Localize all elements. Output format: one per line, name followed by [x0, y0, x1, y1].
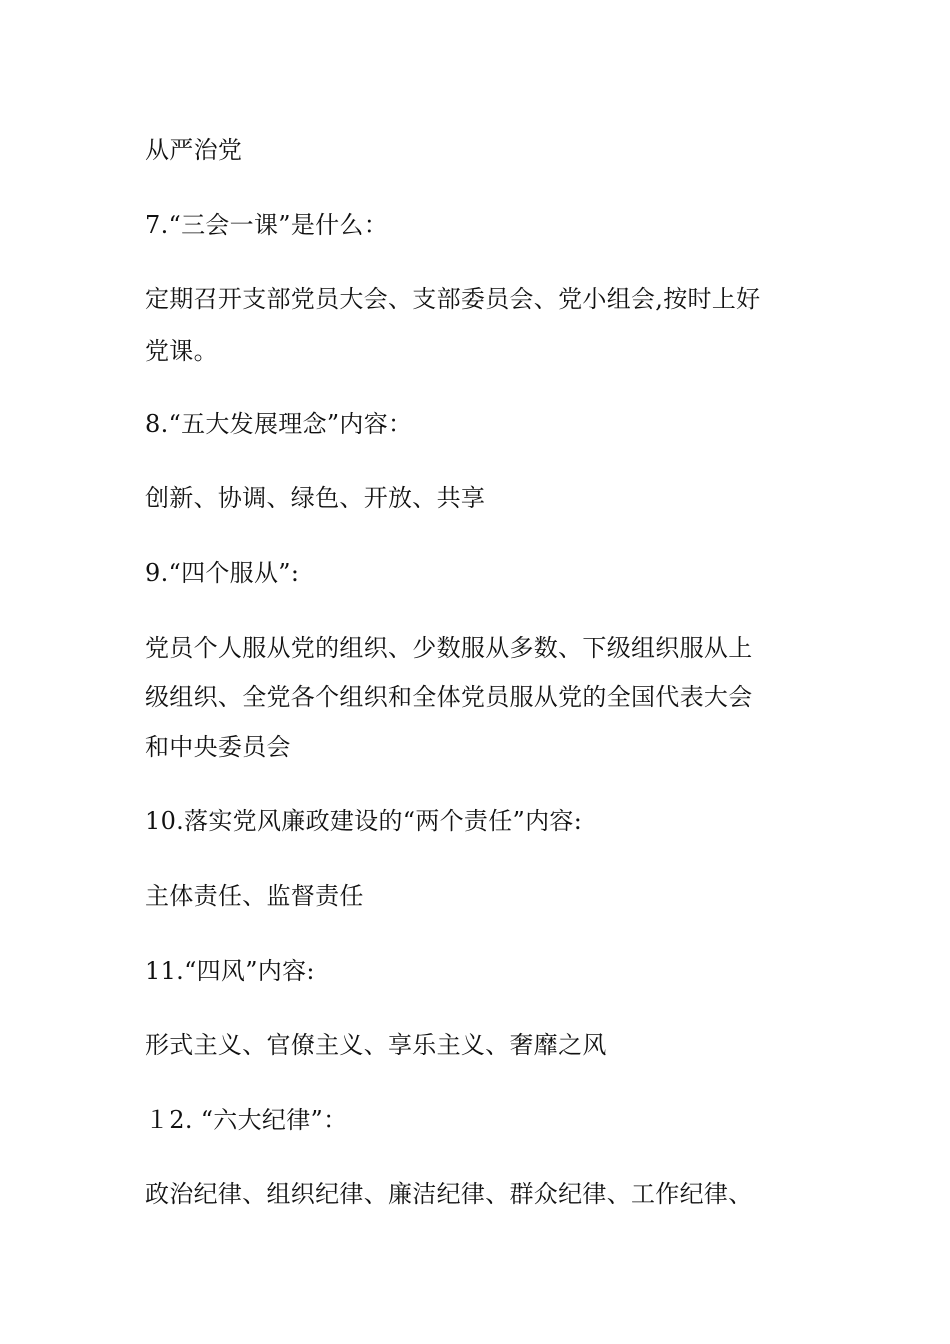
- text-line: 党员个人服从党的组织、少数服从多数、下级组织服从上: [145, 634, 753, 662]
- question-heading: １2. “六大纪律”：: [145, 1106, 348, 1134]
- text-line: 主体责任、监督责任: [145, 882, 364, 910]
- text-line: 党课。: [145, 337, 218, 365]
- question-heading: 8.“五大发展理念”内容：: [145, 410, 413, 438]
- text-line: 创新、协调、绿色、开放、共享: [145, 484, 486, 512]
- text-line: 形式主义、官僚主义、享乐主义、奢靡之风: [145, 1031, 607, 1059]
- text-line: 从严治党: [145, 136, 243, 164]
- text-line: 定期召开支部党员大会、支部委员会、党小组会,按时上好: [145, 285, 761, 313]
- question-heading: 10.落实党风廉政建设的“两个责任”内容:: [145, 807, 583, 835]
- question-heading: 7.“三会一课”是什么：: [145, 211, 389, 239]
- question-heading: 11.“四风”内容:: [145, 957, 315, 985]
- text-line: 政治纪律、组织纪律、廉洁纪律、群众纪律、工作纪律、: [145, 1180, 753, 1208]
- text-line: 和中央委员会: [145, 733, 291, 761]
- text-line: 级组织、全党各个组织和全体党员服从党的全国代表大会: [145, 683, 753, 711]
- question-heading: 9.“四个服从”:: [145, 559, 300, 587]
